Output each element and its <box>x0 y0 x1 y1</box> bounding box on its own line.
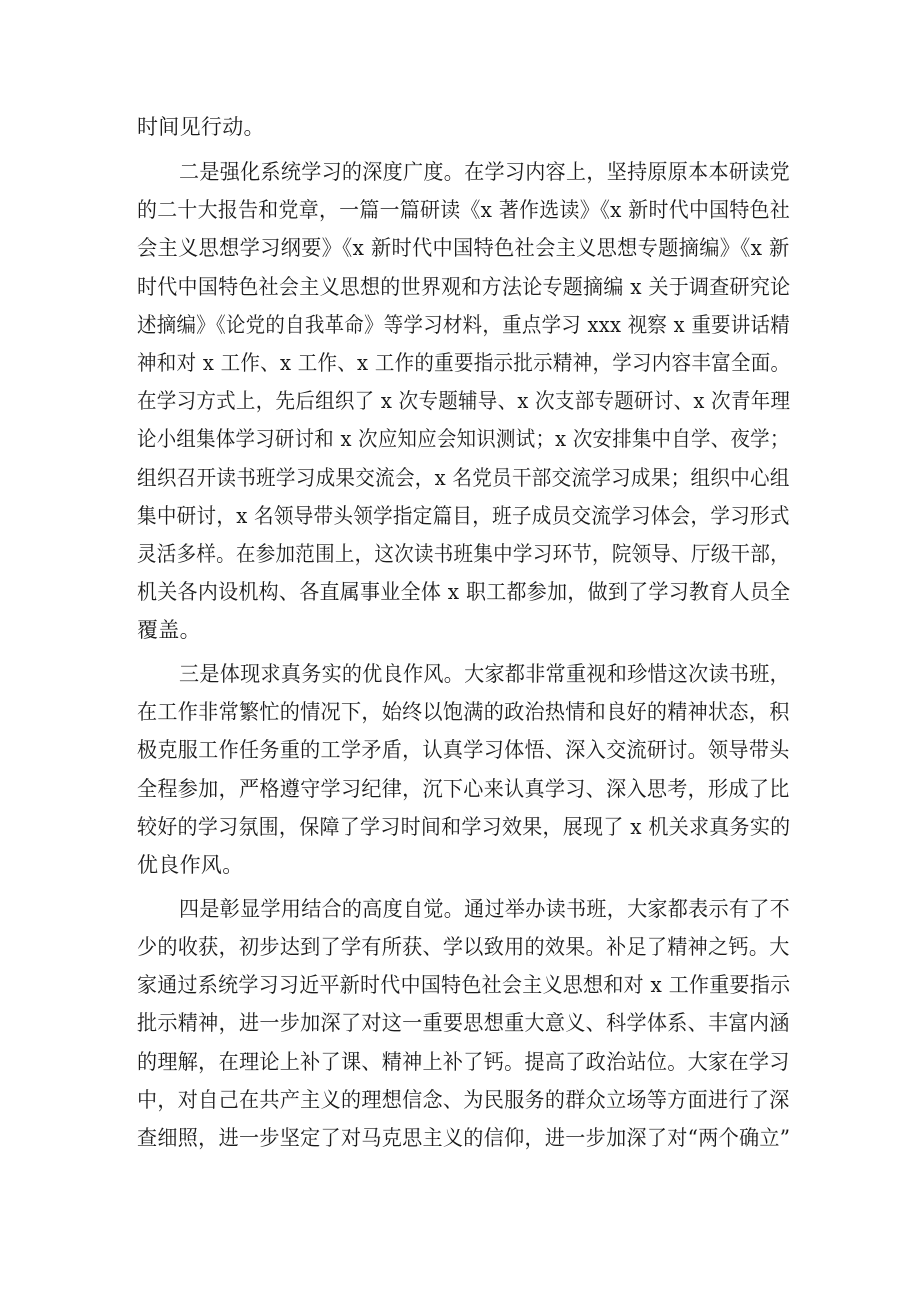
text-line: 在工作非常繁忙的情况下，始终以饱满的政治热情和良好的精神状态，积 <box>137 700 790 724</box>
text-line: 在学习方式上，先后组织了 x 次专题辅导、x 次支部专题研讨、x 次青年理 <box>137 389 791 413</box>
text-line: 中，对自己在共产主义的理想信念、为民服务的群众立场等方面进行了深 <box>137 1088 790 1112</box>
paragraph-4-line: 四是彰显学用结合的高度自觉。通过举办读书班，大家都表示有了不 <box>179 897 790 921</box>
text-line: 家通过系统学习习近平新时代中国特色社会主义思想和对 x 工作重要指示 <box>137 973 791 997</box>
text-line: 述摘编》《论党的自我革命》等学习材料，重点学习 xxx 视察 x 重要讲话精 <box>137 313 790 337</box>
text-line: 优良作风。 <box>137 853 244 877</box>
text-line: 覆盖。 <box>137 618 201 642</box>
text-line: 时间见行动。 <box>137 115 265 139</box>
text-line: 全程参加，严格遵守学习纪律，沉下心来认真学习、深入思考，形成了比 <box>137 777 790 801</box>
text-line: 少的收获，初步达到了学有所获、学以致用的效果。补足了精神之钙。大 <box>137 935 790 959</box>
text-line: 极克服工作任务重的工学矛盾，认真学习体悟、深入交流研讨。领导带头 <box>137 738 790 762</box>
text-line: 批示精神，进一步加深了对这一重要思想重大意义、科学体系、丰富内涵 <box>137 1011 790 1035</box>
text-line: 时代中国特色社会主义思想的世界观和方法论专题摘编 x 关于调查研究论 <box>137 275 791 299</box>
paragraph-2-line: 二是强化系统学习的深度广度。在学习内容上，坚持原原本本研读党 <box>179 160 790 184</box>
text-line: 会主义思想学习纲要》《x 新时代中国特色社会主义思想专题摘编》《x 新 <box>137 236 790 260</box>
text-line: 灵活多样。在参加范围上，这次读书班集中学习环节，院领导、厅级干部， <box>137 542 790 566</box>
text-line: 较好的学习氛围，保障了学习时间和学习效果，展现了 x 机关求真务实的 <box>137 815 791 839</box>
text-line: 神和对 x 工作、x 工作、x 工作的重要指示批示精神，学习内容丰富全面。 <box>137 351 791 375</box>
text-line: 查细照，进一步坚定了对马克思主义的信仰，进一步加深了对“两个确立” <box>137 1126 791 1150</box>
text-line: 组织召开读书班学习成果交流会，x 名党员干部交流学习成果；组织中心组 <box>137 466 790 490</box>
text-line: 机关各内设机构、各直属事业全体 x 职工都参加，做到了学习教育人员全 <box>137 580 791 604</box>
text-line: 集中研讨，x 名领导带头领学指定篇目，班子成员交流学习体会，学习形式 <box>137 504 790 528</box>
text-line: 的理解，在理论上补了课、精神上补了钙。提高了政治站位。大家在学习 <box>137 1050 790 1074</box>
text-line: 论小组集体学习研讨和 x 次应知应会知识测试；x 次安排集中自学、夜学； <box>137 427 790 451</box>
paragraph-3-line: 三是体现求真务实的优良作风。大家都非常重视和珍惜这次读书班， <box>179 662 790 686</box>
text-line: 的二十大报告和党章，一篇一篇研读《x 著作选读》《x 新时代中国特色社 <box>137 198 791 222</box>
